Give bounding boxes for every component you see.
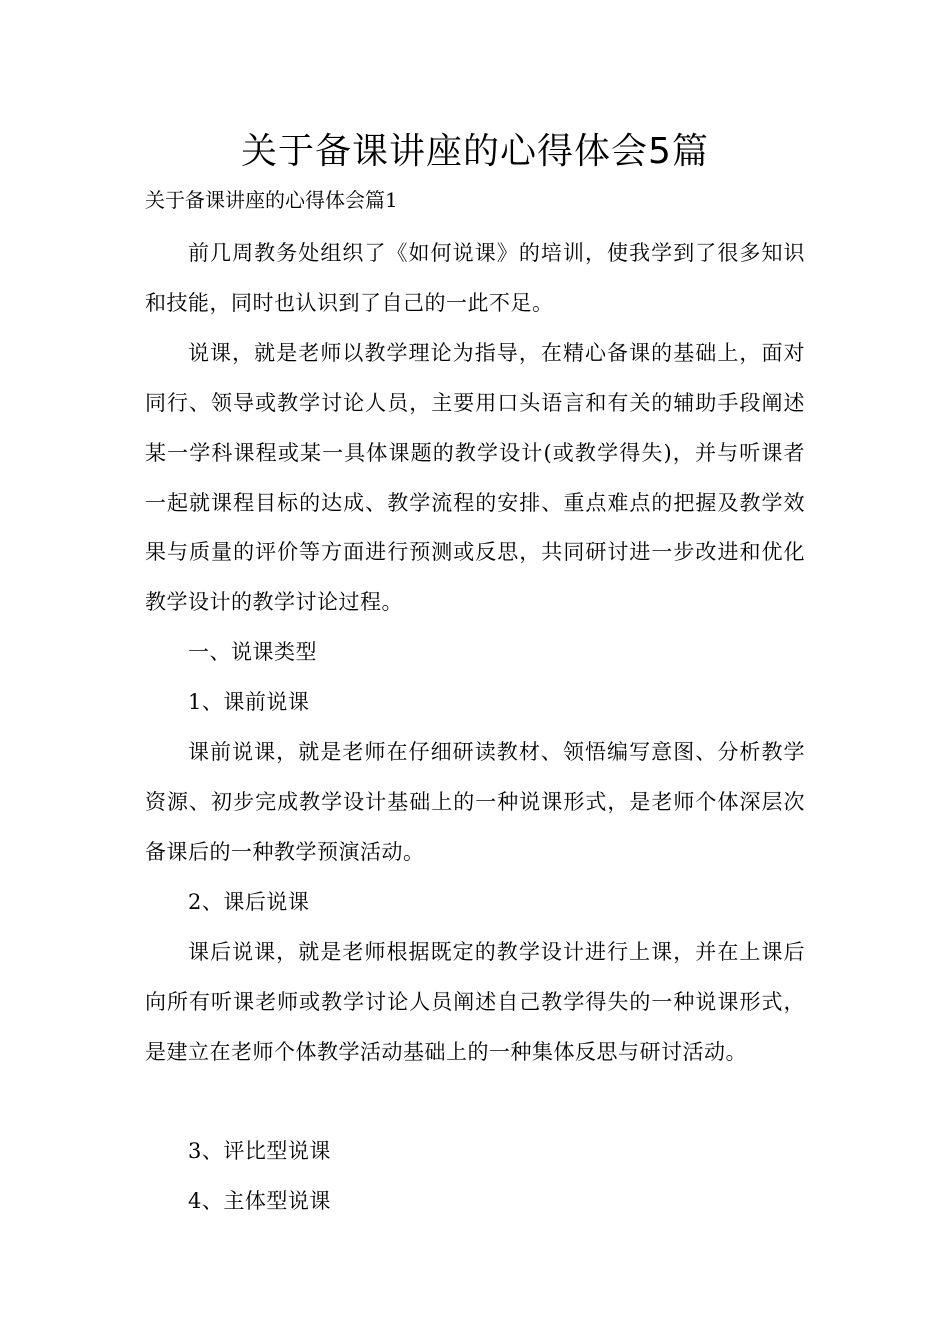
heading-post-class: 2、课后说课 [188,889,310,914]
paragraph-definition: 说课，就是老师以教学理论为指导，在精心备课的基础上，面对同行、领导或教学讨论人员，主要用口头语言和有关的辅助手段阐述某一学科课程或某一具体课题的教学设计(或教学得失)，并与听课者一起就课程目标的达成、教学流程的安排、重点难点的把握及教学效果与质量的评价等方面进行预测或反思，共同研讨进一步改进和优化教学设计的教学讨论过程。 [145,340,805,615]
paragraph-intro: 前几周教务处组织了《如何说课》的培训，使我学到了很多知识和技能，同时也认识到了自己的一此不足。 [145,241,805,315]
document-title: 关于备课讲座的心得体会5篇 [241,131,709,172]
section-heading: 关于备课讲座的心得体会篇1 [145,188,398,212]
document-body [145,229,805,1227]
paragraph-pre-class: 课前说课，就是老师在仔细研读教材、领悟编写意图、分析教学资源、初步完成教学设计基础上的一种说课形式，是老师个体深层次备课后的一种教学预演活动。 [145,740,805,864]
heading-main-body: 4、主体型说课 [188,1189,331,1214]
heading-competition: 3、评比型说课 [188,1139,331,1164]
heading-lesson-types: 一、说课类型 [188,640,317,665]
paragraph-post-class: 课后说课，就是老师根据既定的教学设计进行上课，并在上课后向所有听课老师或教学讨论人员阐述自己教学得失的一种说课形式，是建立在老师个体教学活动基础上的一种集体反思与研讨活动。 [145,939,805,1064]
heading-pre-class: 1、课前说课 [188,690,310,715]
blank-line [145,1077,805,1127]
